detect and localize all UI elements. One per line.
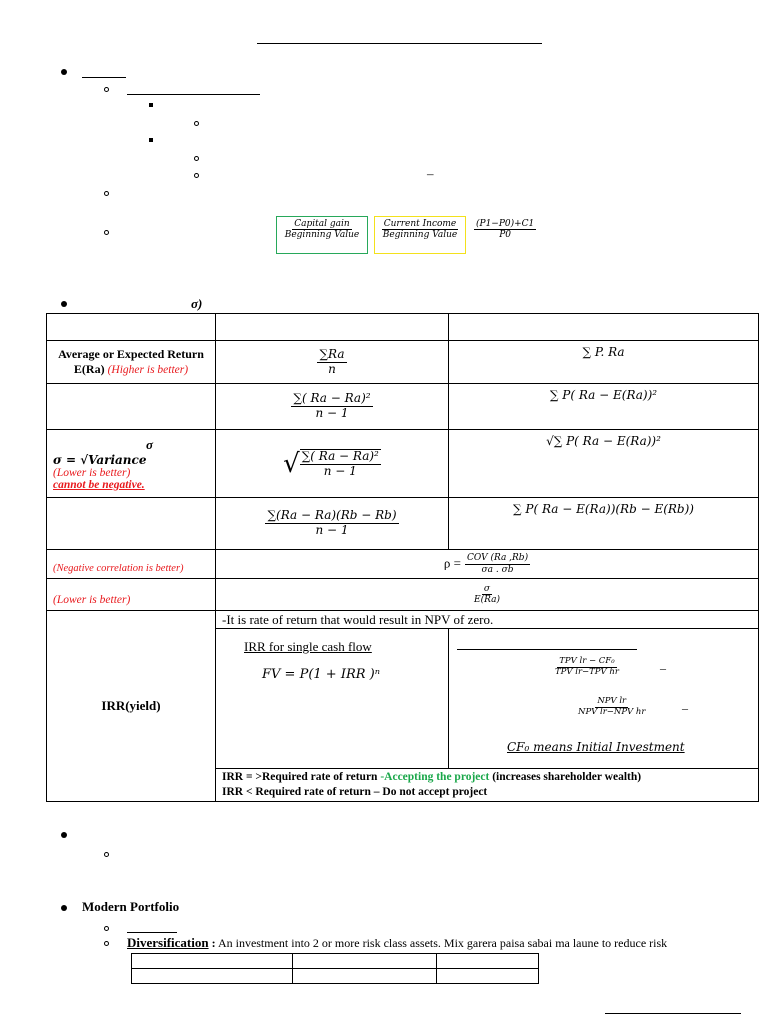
irr-definition-row (47, 611, 759, 629)
expected-return-probability-formula: ∑ P. Ra (449, 341, 759, 384)
footer-rule (605, 1013, 741, 1014)
std-dev-numerator: ∑( Ra − Ra)² (301, 448, 379, 463)
price-return-denominator: P0 (499, 230, 512, 241)
square-bullet-2 (149, 138, 153, 142)
expected-return-label-line2 (49, 362, 213, 377)
sub-bullet-6 (104, 941, 109, 946)
dash-mark: – (427, 166, 434, 181)
capital-gain-label: Capital gain (294, 219, 350, 229)
irr-rule-reject: IRR < Required rate of return – Do not accept project (222, 786, 488, 798)
covariance-denominator: n − 1 (315, 523, 349, 537)
variance-denominator: n − 1 (315, 406, 349, 420)
expected-return-row (47, 341, 759, 384)
sigma-symbol: σ (145, 436, 153, 452)
irr-single-cash-flow-title: IRR for single cash flow (244, 639, 372, 654)
lower-is-better-note: (Lower is better) (53, 466, 131, 479)
std-dev-probability-formula: √∑ P( Ra − E(Ra))² (449, 430, 759, 498)
cannot-be-negative-note: cannot be negative. (53, 478, 145, 491)
sub-bullet-1-underline (127, 94, 260, 95)
covariance-probability-formula: ∑ P( Ra − E(Ra))(Rb − E(Rb)) (449, 498, 759, 550)
sub-bullet-5 (104, 926, 109, 931)
mean-denominator: n (328, 361, 336, 376)
header-cell-3 (449, 314, 759, 341)
cf0-note: CF₀ means Initial Investment (507, 740, 685, 754)
covariance-row (47, 498, 759, 550)
irr-yield-label: IRR(yield) (101, 698, 161, 713)
era-label: E(Ra) (73, 362, 105, 376)
dt-cell (132, 969, 293, 984)
irr-definition: -It is rate of return that would result in NPV of zero. (216, 611, 759, 629)
diversification-table-row-2 (132, 969, 539, 984)
sub-bullet-2 (104, 191, 109, 196)
tpv-dash: – (660, 661, 666, 675)
header-cell-1 (47, 314, 216, 341)
diversification-label: Diversification (127, 935, 209, 950)
current-income-label: Current Income (383, 219, 457, 229)
cv-denominator: E(Ra) (474, 595, 500, 605)
bullet-4 (61, 905, 67, 911)
irr-rule-accept-b: -Accepting the project (380, 771, 490, 783)
npv-dash: – (682, 701, 688, 715)
sub-sub-bullet-1 (194, 121, 199, 126)
variance-numerator: ∑( Ra − Ra)² (293, 391, 371, 406)
modern-portfolio-title: Modern Portfolio (82, 899, 180, 914)
capital-gain-fraction (279, 219, 365, 241)
tpv-numerator: TPV lr − CF₀ (559, 656, 615, 666)
sub-bullet-1 (104, 87, 109, 92)
rho-label: ρ = (443, 555, 461, 571)
price-return-fraction (474, 219, 536, 241)
fv-formula: FV = P(1 + IRR )ⁿ (262, 667, 380, 682)
mean-numerator: ∑Ra (319, 346, 345, 361)
npv-numerator: NPV lr (597, 696, 627, 706)
npv-denominator: NPV lr−NPV hr (578, 706, 646, 717)
sub-bullet-4 (104, 852, 109, 857)
tpv-denominator: TPV lr−TPV hr (555, 666, 619, 677)
covariance-numerator: ∑(Ra − Ra)(Rb − Rb) (267, 508, 397, 523)
negative-correlation-note: (Negative correlation is better) (53, 563, 184, 574)
current-income-fraction (377, 219, 463, 241)
tpv-fraction (553, 657, 621, 678)
dt-cell (293, 954, 437, 969)
diversification-table-row-1 (132, 954, 539, 969)
diversification-text: An investment into 2 or more risk class assets. Mix garera paisa sabai ma laune to reduce risk (217, 936, 668, 950)
sub-bullet-3 (104, 230, 109, 235)
cv-numerator: σ (483, 583, 491, 594)
lower-is-better-note-2: (Lower is better) (53, 594, 131, 606)
title-rule (257, 43, 542, 44)
sigma-heading: σ) (191, 296, 203, 311)
correlation-numerator: COV (Ra ,Rb) (466, 553, 529, 564)
sigma-sqrt-variance: σ = √Variance (53, 452, 147, 467)
irr-rule-accept (222, 770, 752, 785)
price-return-numerator: (P1−P0)+C1 (476, 219, 535, 229)
correlation-denominator: σa . σb (481, 564, 514, 575)
bullet-1-underline (82, 77, 126, 78)
bullet-3 (61, 832, 67, 838)
coefficient-variation-row (47, 579, 759, 611)
sqrt-sign: √ (283, 448, 300, 479)
variance-probability-formula: ∑ P( Ra − E(Ra))² (449, 384, 759, 430)
std-dev-row (47, 430, 759, 498)
square-bullet-1 (149, 103, 153, 107)
correlation-row (47, 550, 759, 579)
sub-bullet-5-underline (127, 932, 177, 933)
diversification-colon: : (208, 936, 216, 950)
irr-interpolation-rule (457, 649, 637, 650)
covariance-label-cell (47, 498, 216, 550)
header-cell-2 (216, 314, 449, 341)
dt-cell (132, 954, 293, 969)
npv-fraction (576, 697, 647, 718)
beginning-value-label-2: Beginning Value (382, 230, 458, 241)
irr-rule-accept-c: (increases shareholder wealth) (492, 771, 642, 783)
higher-is-better-note: (Higher is better) (107, 364, 189, 376)
bullet-1 (61, 69, 67, 75)
table-header-row (47, 314, 759, 341)
irr-rule-accept-a: IRR = >Required rate of return (222, 771, 378, 783)
std-dev-denominator: n − 1 (323, 463, 357, 478)
risk-return-table (46, 313, 759, 802)
expected-return-label: Average or Expected Return (58, 347, 204, 361)
dt-cell (437, 954, 539, 969)
dt-cell (437, 969, 539, 984)
sub-sub-bullet-3 (194, 173, 199, 178)
beginning-value-label: Beginning Value (284, 230, 360, 241)
diversification-line (127, 935, 667, 951)
variance-row (47, 384, 759, 430)
variance-label-cell (47, 384, 216, 430)
dt-cell (293, 969, 437, 984)
sub-sub-bullet-2 (194, 156, 199, 161)
bullet-2 (61, 301, 67, 307)
diversification-table (131, 953, 539, 984)
